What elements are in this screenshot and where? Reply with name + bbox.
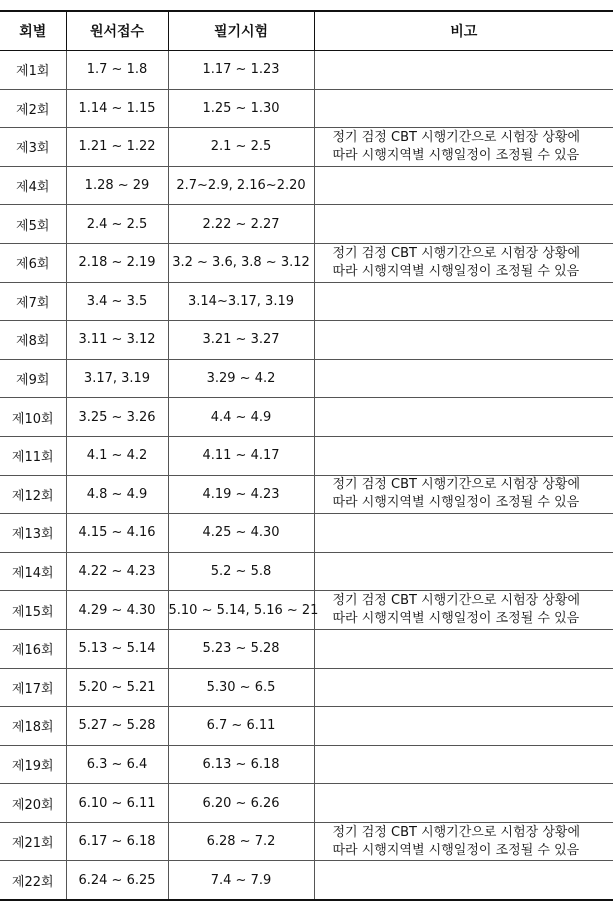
round-cell: 제9회 — [0, 359, 66, 398]
remarks-line: 따라 시행지역별 시행일정이 조정될 수 있음 — [332, 495, 580, 511]
remarks-line: 정기 검정 CBT 시행기간으로 시험장 상황에 — [332, 824, 581, 840]
round-cell: 제3회 — [0, 128, 66, 167]
exam-cell: 4.25 ~ 4.30 — [168, 514, 314, 553]
round-cell: 제11회 — [0, 436, 66, 475]
round-cell: 제1회 — [0, 51, 66, 90]
table-row — [0, 552, 613, 591]
remarks-cell — [314, 745, 613, 784]
table-body — [0, 51, 613, 901]
remarks-cell — [314, 282, 613, 321]
round-cell: 제16회 — [0, 629, 66, 668]
exam-cell: 7.4 ~ 7.9 — [168, 861, 314, 900]
table-row — [0, 243, 613, 282]
table-row — [0, 205, 613, 244]
remarks-cell — [314, 128, 613, 167]
exam-cell: 1.17 ~ 1.23 — [168, 51, 314, 90]
exam-cell: 5.10 ~ 5.14, 5.16 ~ 21 — [168, 591, 314, 630]
header-application: 원서접수 — [66, 11, 168, 51]
application-cell: 1.7 ~ 1.8 — [66, 51, 168, 90]
exam-cell: 4.11 ~ 4.17 — [168, 436, 314, 475]
header-row — [0, 11, 613, 51]
remarks-cell — [314, 51, 613, 90]
round-cell: 제22회 — [0, 861, 66, 900]
table-row — [0, 321, 613, 360]
exam-cell: 2.1 ~ 2.5 — [168, 128, 314, 167]
remarks-cell — [314, 166, 613, 205]
application-cell: 1.21 ~ 1.22 — [66, 128, 168, 167]
exam-cell: 4.4 ~ 4.9 — [168, 398, 314, 437]
exam-cell: 4.19 ~ 4.23 — [168, 475, 314, 514]
remarks-line: 정기 검정 CBT 시행기간으로 시험장 상황에 — [332, 477, 581, 493]
remarks-line: 정기 검정 CBT 시행기간으로 시험장 상황에 — [332, 593, 581, 609]
round-cell: 제15회 — [0, 591, 66, 630]
exam-cell: 1.25 ~ 1.30 — [168, 89, 314, 128]
table-row — [0, 51, 613, 90]
exam-cell: 2.7~2.9, 2.16~2.20 — [168, 166, 314, 205]
remarks-cell — [314, 243, 613, 282]
remarks-cell — [314, 398, 613, 437]
application-cell: 4.15 ~ 4.16 — [66, 514, 168, 553]
application-cell: 3.17, 3.19 — [66, 359, 168, 398]
remarks-line: 따라 시행지역별 시행일정이 조정될 수 있음 — [332, 263, 580, 279]
application-cell: 6.3 ~ 6.4 — [66, 745, 168, 784]
table-row — [0, 707, 613, 746]
remarks-cell — [314, 861, 613, 900]
application-cell: 5.27 ~ 5.28 — [66, 707, 168, 746]
application-cell: 6.10 ~ 6.11 — [66, 784, 168, 823]
round-cell: 제19회 — [0, 745, 66, 784]
application-cell: 4.29 ~ 4.30 — [66, 591, 168, 630]
application-cell: 2.18 ~ 2.19 — [66, 243, 168, 282]
exam-cell: 6.20 ~ 6.26 — [168, 784, 314, 823]
exam-cell: 2.22 ~ 2.27 — [168, 205, 314, 244]
exam-cell: 6.7 ~ 6.11 — [168, 707, 314, 746]
round-cell: 제20회 — [0, 784, 66, 823]
remarks-line: 정기 검정 CBT 시행기간으로 시험장 상황에 — [332, 245, 581, 261]
remarks-line: 따라 시행지역별 시행일정이 조정될 수 있음 — [332, 611, 580, 627]
round-cell: 제14회 — [0, 552, 66, 591]
header-remarks: 비고 — [314, 11, 613, 51]
round-cell: 제2회 — [0, 89, 66, 128]
table-row — [0, 398, 613, 437]
table-row — [0, 89, 613, 128]
remarks-line: 따라 시행지역별 시행일정이 조정될 수 있음 — [332, 147, 580, 163]
table-row — [0, 668, 613, 707]
remarks-cell — [314, 822, 613, 861]
application-cell: 4.1 ~ 4.2 — [66, 436, 168, 475]
table-row — [0, 822, 613, 861]
table-row — [0, 591, 613, 630]
exam-cell: 5.2 ~ 5.8 — [168, 552, 314, 591]
exam-schedule-table — [0, 10, 613, 901]
exam-cell: 3.14~3.17, 3.19 — [168, 282, 314, 321]
remarks-cell — [314, 475, 613, 514]
remarks-cell — [314, 359, 613, 398]
table-row — [0, 166, 613, 205]
exam-cell: 3.21 ~ 3.27 — [168, 321, 314, 360]
header-round: 회별 — [0, 11, 66, 51]
remarks-cell — [314, 784, 613, 823]
application-cell: 1.28 ~ 29 — [66, 166, 168, 205]
remarks-cell — [314, 436, 613, 475]
application-cell: 1.14 ~ 1.15 — [66, 89, 168, 128]
round-cell: 제17회 — [0, 668, 66, 707]
round-cell: 제5회 — [0, 205, 66, 244]
application-cell: 2.4 ~ 2.5 — [66, 205, 168, 244]
table-header — [0, 11, 613, 51]
application-cell: 6.24 ~ 6.25 — [66, 861, 168, 900]
remarks-cell — [314, 591, 613, 630]
application-cell: 5.13 ~ 5.14 — [66, 629, 168, 668]
table-row — [0, 745, 613, 784]
round-cell: 제12회 — [0, 475, 66, 514]
exam-cell: 5.23 ~ 5.28 — [168, 629, 314, 668]
exam-cell: 3.29 ~ 4.2 — [168, 359, 314, 398]
remarks-cell — [314, 552, 613, 591]
header-written-exam: 필기시험 — [168, 11, 314, 51]
exam-cell: 6.28 ~ 7.2 — [168, 822, 314, 861]
application-cell: 6.17 ~ 6.18 — [66, 822, 168, 861]
round-cell: 제8회 — [0, 321, 66, 360]
application-cell: 3.11 ~ 3.12 — [66, 321, 168, 360]
round-cell: 제6회 — [0, 243, 66, 282]
table-row — [0, 359, 613, 398]
exam-cell: 5.30 ~ 6.5 — [168, 668, 314, 707]
remarks-cell — [314, 321, 613, 360]
exam-cell: 3.2 ~ 3.6, 3.8 ~ 3.12 — [168, 243, 314, 282]
remarks-line: 따라 시행지역별 시행일정이 조정될 수 있음 — [332, 842, 580, 858]
table-row — [0, 514, 613, 553]
table-row — [0, 475, 613, 514]
remarks-cell — [314, 205, 613, 244]
round-cell: 제7회 — [0, 282, 66, 321]
round-cell: 제10회 — [0, 398, 66, 437]
remarks-line: 정기 검정 CBT 시행기간으로 시험장 상황에 — [332, 129, 581, 145]
remarks-cell — [314, 514, 613, 553]
exam-cell: 6.13 ~ 6.18 — [168, 745, 314, 784]
table-row — [0, 861, 613, 900]
application-cell: 4.22 ~ 4.23 — [66, 552, 168, 591]
table-row — [0, 629, 613, 668]
table-row — [0, 128, 613, 167]
round-cell: 제21회 — [0, 822, 66, 861]
remarks-cell — [314, 668, 613, 707]
table-row — [0, 784, 613, 823]
application-cell: 5.20 ~ 5.21 — [66, 668, 168, 707]
remarks-cell — [314, 707, 613, 746]
table-row — [0, 282, 613, 321]
application-cell: 3.4 ~ 3.5 — [66, 282, 168, 321]
round-cell: 제18회 — [0, 707, 66, 746]
application-cell: 3.25 ~ 3.26 — [66, 398, 168, 437]
round-cell: 제4회 — [0, 166, 66, 205]
remarks-cell — [314, 629, 613, 668]
table-row — [0, 436, 613, 475]
application-cell: 4.8 ~ 4.9 — [66, 475, 168, 514]
remarks-cell — [314, 89, 613, 128]
round-cell: 제13회 — [0, 514, 66, 553]
